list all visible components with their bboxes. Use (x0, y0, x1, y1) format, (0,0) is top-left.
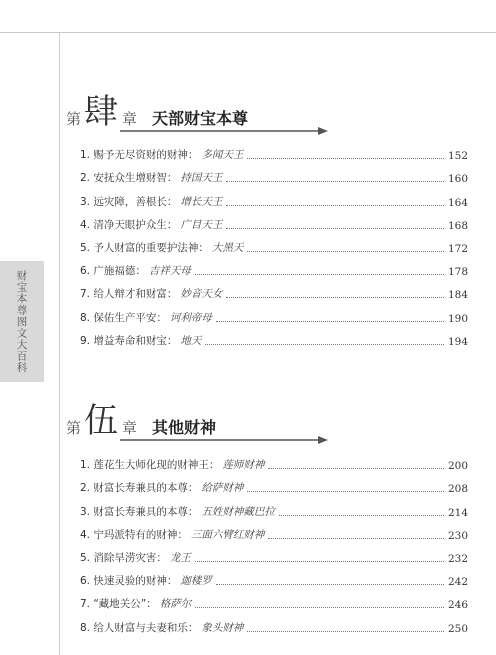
page-number: 164 (447, 196, 468, 209)
dot-leader (226, 181, 444, 182)
page-number: 178 (447, 266, 468, 279)
entry-text: 6. 广施福德： (80, 265, 146, 278)
dot-leader (247, 158, 444, 159)
toc-entry[interactable] (80, 542, 468, 565)
toc-entry[interactable] (80, 232, 468, 255)
entry-deity: 广目天王 (180, 218, 223, 231)
entry-deity: 多闻天王 (201, 149, 244, 162)
side-tab-label: 财宝本尊图文大百科 (15, 269, 28, 374)
entry-text: 5. 予人财富的重要护法神： (80, 241, 209, 254)
entry-deity: 格萨尔 (159, 598, 192, 611)
page-number: 200 (447, 460, 468, 473)
chapter-prefix: 第 (66, 110, 82, 128)
page-number: 194 (447, 335, 468, 348)
page-number: 160 (447, 173, 468, 186)
dot-leader (216, 584, 444, 585)
page-number: 208 (447, 483, 468, 496)
entry-text: 1. 赐予无尽资财的财神： (80, 149, 199, 162)
entry-deity: 龙王 (169, 551, 191, 564)
entry-deity: 吉祥天母 (148, 265, 191, 278)
page-number: 214 (447, 506, 468, 519)
toc-entry[interactable] (80, 611, 468, 634)
toc-entry[interactable] (80, 139, 468, 162)
toc-entry[interactable] (80, 519, 468, 542)
toc-entry[interactable] (80, 325, 468, 348)
chapter-title: 天部财宝本尊 (152, 109, 249, 128)
toc-entry[interactable] (80, 185, 468, 208)
entry-text: 4. 宁玛派特有的财神： (80, 528, 188, 541)
side-tab (0, 261, 44, 382)
entry-deity: 三面六臂红财神 (190, 528, 265, 541)
dot-leader (247, 251, 444, 252)
chapter-number: 肆 (84, 92, 118, 132)
dot-leader (216, 321, 444, 322)
entry-text: 4. 清净天眼护众生： (80, 218, 178, 231)
chapter-five-heading (66, 401, 476, 445)
chapter-number: 伍 (84, 401, 118, 441)
entry-text: 7. 给人辩才和财富： (80, 288, 178, 301)
entry-deity: 妙音天女 (180, 288, 223, 301)
entry-deity: 迦楼罗 (180, 575, 212, 588)
dot-leader (268, 538, 444, 539)
chapter-four-heading (66, 92, 476, 136)
page-number: 246 (447, 599, 468, 612)
entry-text: 6. 快速灵验的财神： (80, 575, 178, 588)
page-number: 184 (447, 289, 468, 302)
entry-text: 5. 消除旱涝灾害： (80, 551, 167, 564)
entry-text: 2. 财富长寿兼具的本尊： (80, 482, 199, 495)
toc-entry[interactable] (80, 449, 468, 472)
dot-leader (226, 297, 444, 298)
entry-text: 2. 安抚众生增财智： (80, 172, 178, 185)
toc-entry[interactable] (80, 278, 468, 301)
entry-deity: 莲师财神 (222, 459, 265, 472)
dot-leader (226, 205, 444, 206)
page-number: 168 (447, 219, 468, 232)
toc-entry[interactable] (80, 301, 468, 324)
chapter-title: 其他财神 (152, 418, 217, 437)
entry-deity: 地天 (180, 334, 202, 347)
dot-leader (247, 631, 444, 632)
toc-entry[interactable] (80, 588, 468, 611)
page-number: 230 (447, 529, 468, 542)
entry-deity: 诃利帝母 (169, 311, 212, 324)
chapter-suffix: 章 (122, 419, 138, 437)
dot-leader (205, 344, 444, 345)
entry-text: 3. 财富长寿兼具的本尊： (80, 505, 199, 518)
entry-deity: 持国天王 (180, 172, 223, 185)
toc-entry[interactable] (80, 255, 468, 278)
entry-deity: 五姓财神藏巴拉 (201, 505, 275, 518)
page-number: 172 (447, 242, 468, 255)
entry-text: 7. “藏地关公”： (80, 598, 157, 611)
entry-text: 3. 远灾障，善根长： (80, 195, 178, 208)
toc-entry[interactable] (80, 209, 468, 232)
page-number: 250 (447, 622, 468, 635)
chapter-five-toc (80, 449, 468, 635)
chapter-prefix: 第 (66, 419, 82, 437)
dot-leader (195, 274, 444, 275)
entry-text: 8. 给人财富与夫妻和乐： (80, 621, 199, 634)
chapter-arrow-icon (120, 126, 328, 136)
entry-deity: 大黑天 (211, 241, 244, 254)
entry-text: 8. 保佑生产平安： (80, 311, 167, 324)
margin-rule (59, 33, 60, 655)
dot-leader (268, 468, 444, 469)
entry-deity: 给萨财神 (201, 482, 244, 495)
toc-entry[interactable] (80, 472, 468, 495)
top-rule (0, 32, 496, 33)
dot-leader (195, 607, 444, 608)
page-number: 242 (447, 576, 468, 589)
toc-entry[interactable] (80, 565, 468, 588)
entry-deity: 增长天王 (180, 195, 223, 208)
page-number: 190 (447, 312, 468, 325)
dot-leader (279, 515, 444, 516)
entry-deity: 象头财神 (201, 621, 244, 634)
toc-entry[interactable] (80, 495, 468, 518)
chapter-arrow-icon (120, 435, 328, 445)
dot-leader (226, 228, 444, 229)
chapter-suffix: 章 (122, 110, 138, 128)
chapter-four-toc (80, 139, 468, 348)
page-number: 232 (447, 552, 468, 565)
toc-entry[interactable] (80, 162, 468, 185)
dot-leader (247, 491, 444, 492)
entry-text: 1. 莲花生大师化现的财神王： (80, 459, 220, 472)
dot-leader (195, 561, 444, 562)
entry-text: 9. 增益寿命和财宝： (80, 334, 178, 347)
page-number: 152 (447, 150, 468, 163)
